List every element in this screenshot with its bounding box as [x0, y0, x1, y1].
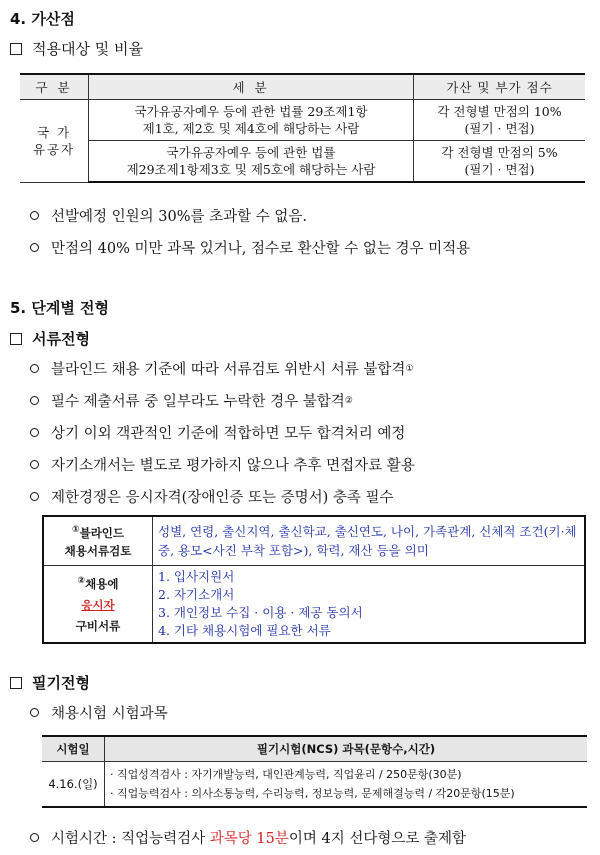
- checkbox-icon: [10, 677, 22, 689]
- blind-review-label: ①블라인드 채용서류검토: [43, 516, 153, 566]
- circle-bullet-icon: [30, 708, 39, 717]
- table-cell: 국가유공자예우 등에 관한 법률 29조제1항 제1호, 제2호 및 제4호에 해당하는 사람: [89, 100, 414, 141]
- circle-bullet-icon: [30, 396, 39, 405]
- blind-review-content: 성별, 연령, 출신지역, 출신학교, 출신연도, 나이, 가족관계, 신체적 조건(키·체중, 용모<사진 부착 포함>), 학력, 재산 등을 의미: [153, 516, 586, 566]
- checkbox-icon: [10, 43, 22, 55]
- table-header: 세 분: [89, 74, 414, 100]
- highlight-text: 과목당 15분: [209, 831, 289, 847]
- list-item: 자기소개서는 별도로 평가하지 않으나 추후 면접자료 활용: [30, 454, 415, 475]
- circle-bullet-icon: [30, 211, 39, 220]
- subtitle-text: 적용대상 및 비율: [32, 40, 143, 58]
- table-cell: 각 전형별 만점의 5% (필기 · 면접): [414, 141, 586, 183]
- table-header: 시험일: [42, 736, 105, 762]
- required-docs-list: [153, 566, 586, 644]
- written-test-subtitle: 필기전형: [10, 672, 90, 693]
- list-item: 2. 자기소개서: [158, 587, 235, 602]
- list-item: 1. 입사지원서: [158, 569, 235, 584]
- table-cell-category: 국 가 유공자: [20, 100, 89, 183]
- checkbox-icon: [10, 333, 22, 345]
- list-item: 만점의 40% 미만 과목 있거나, 점수로 환산할 수 없는 경우 미적용: [30, 237, 470, 258]
- circle-bullet-icon: [30, 364, 39, 373]
- circle-bullet-icon: [30, 460, 39, 469]
- list-item: 시험시간 : 직업능력검사 과목당 15분 이며 4지 선다형으로 출제함: [30, 827, 466, 848]
- table-header: 구 분: [20, 74, 89, 100]
- list-item: 선발예정 인원의 30%를 초과할 수 없음.: [30, 205, 307, 226]
- list-item: 3. 개인정보 수집 · 이용 · 제공 동의서: [158, 605, 363, 620]
- doc-screening-subtitle: 서류전형: [10, 328, 90, 349]
- doc-screening-box: [42, 515, 586, 644]
- table-cell: 국가유공자예우 등에 관한 법률 제29조제1항제3호 및 제5호에 해당하는 사람: [89, 141, 414, 183]
- section-5-title: 5. 단계별 전형: [10, 299, 110, 317]
- table-cell: 각 전형별 만점의 10% (필기 · 면접): [414, 100, 586, 141]
- list-item: 상기 이외 객관적인 기준에 적합하면 모두 합격처리 예정: [30, 422, 405, 443]
- table-header: 가산 및 부가 점수: [414, 74, 586, 100]
- list-item: 제한경쟁은 응시자격(장애인증 또는 증명서) 충족 필수: [30, 486, 394, 507]
- table-cell-date: 4.16.(일): [42, 762, 105, 808]
- section-4-title: 4. 가산점: [10, 10, 75, 28]
- list-item: 4. 기타 채용시험에 필요한 서류: [158, 623, 331, 638]
- bonus-points-table: [20, 73, 585, 183]
- list-item: 블라인드 채용 기준에 따라 서류검토 위반시 서류 불합격 ①: [30, 358, 414, 379]
- circle-bullet-icon: [30, 243, 39, 252]
- list-item: 채용시험 시험과목: [30, 702, 168, 723]
- written-test-table: [42, 735, 587, 808]
- table-cell-subjects: · 직업성격검사 : 자기개발능력, 대인관계능력, 직업윤리 / 250문항(30분) · 직업능력검사 : 의사소통능력, 수리능력, 정보능력, 문제해결능력 / 각20문항(15분): [105, 762, 588, 808]
- section-4-subtitle: [10, 38, 143, 59]
- circle-bullet-icon: [30, 492, 39, 501]
- circle-bullet-icon: [30, 833, 39, 842]
- circle-bullet-icon: [30, 428, 39, 437]
- required-docs-label: ②채용에 응시자 구비서류: [43, 566, 153, 644]
- table-header: 필기시험(NCS) 과목(문항수,시간): [105, 736, 588, 762]
- list-item: 필수 제출서류 중 일부라도 누락한 경우 불합격 ②: [30, 390, 353, 411]
